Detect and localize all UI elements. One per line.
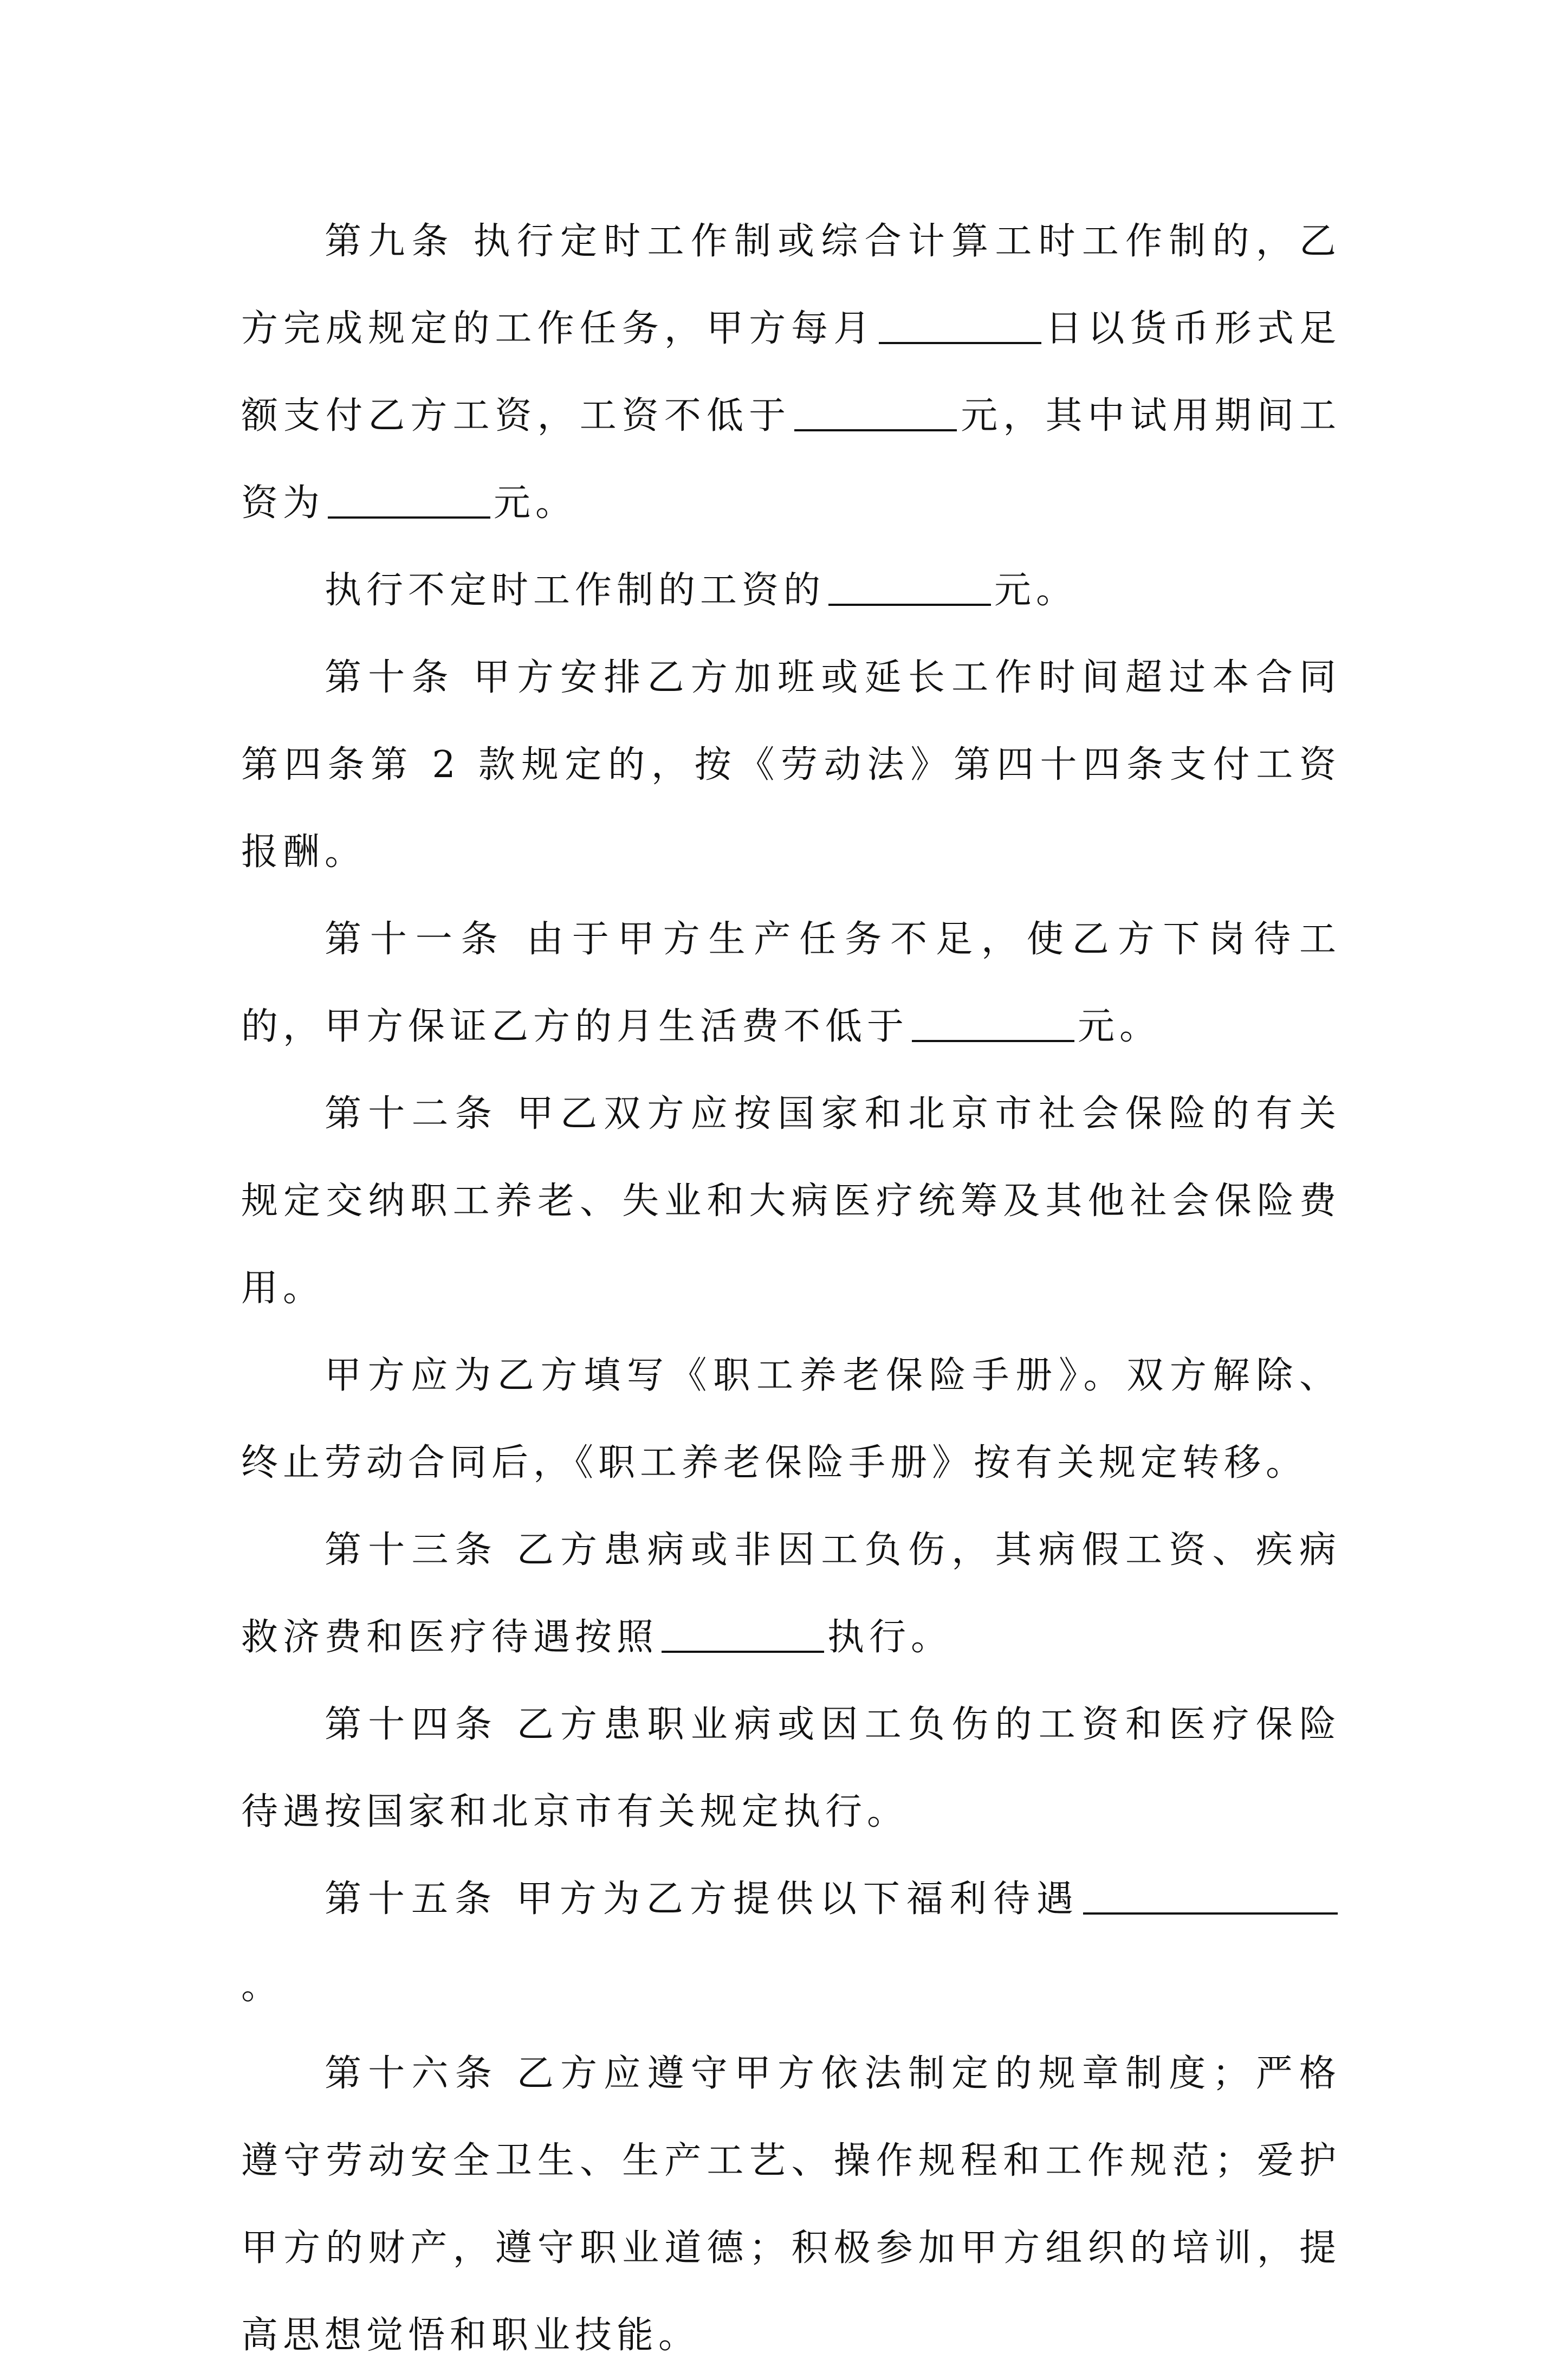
paragraph-art14 — [241, 1681, 1341, 1856]
paragraph-text: 第十四条 乙方患职业病或因工负伤的工资和医疗保险待遇按国家和北京市有关规定执行。 — [241, 1703, 1341, 1833]
paragraph-text: 甲方应为乙方填写《职工养老保险手册》。双方解除、终止劳动合同后，《职工养老保险手册》按有关规定转移。 — [241, 1354, 1341, 1484]
paragraph-art11 — [241, 896, 1341, 1070]
fill-in-blank[interactable] — [1083, 1883, 1338, 1915]
paragraph-art15 — [241, 1856, 1341, 2030]
fill-in-blank[interactable] — [828, 574, 991, 606]
paragraph-text: 第十六条 乙方应遵守甲方依法制定的规章制度；严格遵守劳动安全卫生、生产工艺、操作规程和工作规范；爱护甲方的财产，遵守职业道德；积极参加甲方组织的培训，提高思想觉悟和职业技能。 — [241, 2052, 1341, 2357]
fill-in-blank[interactable] — [328, 487, 490, 519]
paragraph-art16 — [241, 2030, 1341, 2379]
paragraph-text: 。 — [241, 1965, 283, 2008]
paragraph-text: 日以货币形式足额支付乙方工资，工资不低于 — [241, 307, 1341, 437]
paragraph-text: 执行。 — [827, 1616, 953, 1659]
paragraph-art9 — [241, 198, 1341, 547]
paragraph-text: 第十条 甲方安排乙方加班或延长工作时间超过本合同第四条第 2 款规定的，按《劳动法》第四十四条支付工资报酬。 — [241, 656, 1341, 874]
paragraph-text: 第十三条 乙方患病或非因工负伤，其病假工资、疾病救济费和医疗待遇按照 — [241, 1529, 1341, 1659]
paragraph-text: 元。 — [1078, 1005, 1162, 1048]
paragraph-text: 第九条 执行定时工作制或综合计算工时工作制的，乙方完成规定的工作任务，甲方每月 — [241, 220, 1341, 350]
paragraph-text: 第十二条 甲乙双方应按国家和北京市社会保险的有关规定交纳职工养老、失业和大病医疗统筹及其他社会保险费用。 — [241, 1092, 1341, 1310]
paragraph-text: 第十一条 由于甲方生产任务不足，使乙方下岗待工的，甲方保证乙方的月生活费不低于 — [241, 918, 1341, 1048]
paragraph-text: 执行不定时工作制的工资的 — [325, 569, 826, 612]
contract-body — [241, 198, 1341, 2379]
paragraph-art12 — [241, 1070, 1341, 1332]
paragraph-art13 — [241, 1507, 1341, 1681]
paragraph-text: 元。 — [494, 482, 578, 525]
paragraph-text: 元，其中试用期间工资为 — [241, 395, 1341, 525]
paragraph-text: 元。 — [994, 569, 1078, 612]
fill-in-blank[interactable] — [879, 313, 1041, 344]
fill-in-blank[interactable] — [794, 400, 957, 431]
paragraph-art12-2 — [241, 1332, 1341, 1507]
paragraph-art9-2 — [241, 547, 1341, 634]
paragraph-art10 — [241, 634, 1341, 896]
fill-in-blank[interactable] — [912, 1011, 1074, 1042]
fill-in-blank[interactable] — [662, 1621, 824, 1653]
paragraph-text: 第十五条 甲方为乙方提供以下福利待遇 — [325, 1878, 1080, 1921]
